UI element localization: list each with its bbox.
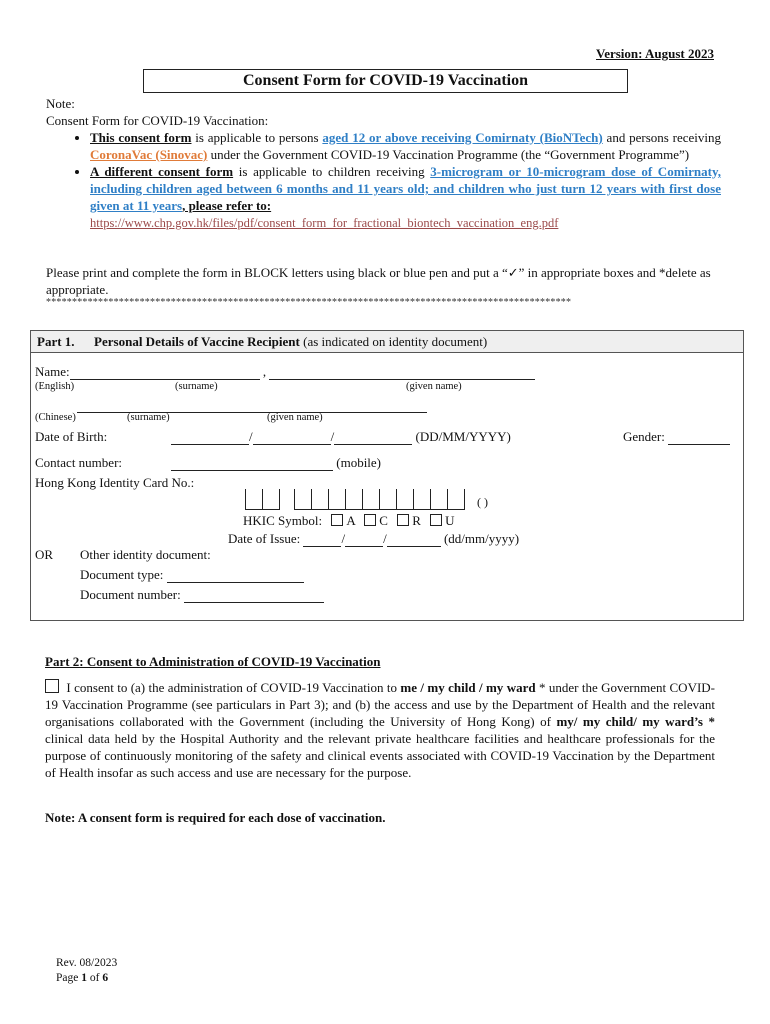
hkid-label: Hong Kong Identity Card No.: [35, 475, 195, 490]
chinese-label: (Chinese) [35, 412, 76, 423]
doc-type-field[interactable] [167, 569, 304, 583]
dob-format: (DD/MM/YYYY) [415, 429, 511, 444]
note-b1-coronavac: CoronaVac (Sinovac) [90, 147, 208, 162]
doc-type-label: Document type: [80, 567, 164, 582]
name-row: Name: , [35, 364, 535, 380]
instructions: Please print and complete the form in BLOCK letters using black or blue pen and put a “✓” in appropriate boxes and *delete as appropriate. [46, 265, 711, 297]
consent-data-owner: my/ my child/ my ward’s * [556, 714, 715, 729]
hkid-check-digit[interactable]: ( ) [477, 495, 488, 509]
page-current: 1 [81, 972, 87, 984]
gender-row [623, 429, 730, 445]
doc-number-row [80, 587, 324, 603]
hkid-cell[interactable] [396, 489, 413, 510]
note-b1-text1: is applicable to persons [191, 130, 323, 145]
hkid-cell[interactable] [345, 489, 362, 510]
dob-row: / / (DD/MM/YYYY) [171, 429, 511, 445]
note-b2-dose: 3-microgram or 10-microgram dose of Comirnaty, including children aged between 6 months and 11 years old; and children who just turn 12 years with first dose given at 11 years [90, 164, 722, 213]
part1-subtitle: (as indicated on identity document) [299, 334, 488, 349]
note-b2-text1: is applicable to children receiving [233, 164, 431, 179]
issue-year-field[interactable] [387, 533, 441, 547]
chinese-given-name-label: (given name) [267, 412, 323, 423]
hkid-boxes[interactable] [245, 489, 488, 510]
gender-label: Gender: [623, 429, 665, 444]
or-label: OR [35, 547, 54, 562]
consent-text-3: clinical data held by the Hospital Authority and the relevant private healthcare facilities and healthcare professionals for the purpose of continuously monitoring of the safety and clinical events associated with COVID-19 Vaccination by the Department of Health insofar as such access and use are necessary for the purpose. [45, 731, 715, 780]
hkid-cell[interactable] [245, 489, 262, 510]
symbol-c-checkbox[interactable] [364, 514, 376, 526]
revision-label: Rev. 08/2023 [56, 957, 118, 969]
hkid-cell[interactable] [379, 489, 396, 510]
part1-title: Personal Details of Vaccine Recipient [94, 334, 300, 349]
part1-label: Part 1. [37, 334, 75, 349]
hkid-cell[interactable] [262, 489, 280, 510]
dob-year-field[interactable] [334, 431, 412, 445]
note-section [46, 95, 721, 232]
issue-date-label: Date of Issue: [228, 531, 301, 546]
dose-note: Note: A consent form is required for each dose of vaccination. [45, 810, 386, 825]
note-bullet-1 [90, 129, 721, 163]
dob-day-field[interactable] [171, 431, 249, 445]
contact-number-field[interactable] [171, 457, 333, 471]
dob-month-field[interactable] [253, 431, 331, 445]
consent-text-2: * under the Government COVID-19 Vaccination Programme (see particulars in Part 3); and (b) the access and use by the Department of Health and the relevant organisations collaborated with the Government (including the University of Hong Kong) of [45, 680, 715, 729]
note-b1-bold: This consent form [90, 130, 192, 145]
chinese-surname-label: (surname) [127, 412, 170, 423]
chinese-name-row [77, 397, 427, 413]
symbol-a-checkbox[interactable] [331, 514, 343, 526]
symbol-u-checkbox[interactable] [430, 514, 442, 526]
page-of: of [86, 972, 103, 984]
hkid-cell[interactable] [328, 489, 345, 510]
form-title: Consent Form for COVID-19 Vaccination [143, 69, 628, 93]
symbol-u-label: U [445, 513, 455, 528]
mobile-label: (mobile) [336, 455, 382, 470]
note-b1-text3: under the Government COVID-19 Vaccination Programme (the “Government Programme”) [207, 147, 690, 162]
surname-label: (surname) [175, 381, 218, 392]
issue-date-format: (dd/mm/yyyy) [443, 531, 520, 546]
contact-label: Contact number: [35, 455, 123, 470]
gender-field[interactable] [668, 431, 730, 445]
note-intro: Consent Form for COVID-19 Vaccination: [46, 113, 269, 128]
hkid-cell[interactable] [311, 489, 328, 510]
footer [56, 956, 117, 986]
hkid-cell[interactable] [413, 489, 430, 510]
note-b2-refer: , please refer to: [182, 198, 272, 213]
issue-day-field[interactable] [303, 533, 341, 547]
page-number [56, 971, 117, 986]
other-doc-label: Other identity document: [80, 547, 211, 562]
note-b2-bold: A different consent form [90, 164, 234, 179]
fractional-form-link[interactable]: https://www.chp.gov.hk/files/pdf/consent_form_for_fractional_biontech_vaccination_eng.pdf [90, 216, 559, 230]
part1-header [31, 331, 743, 353]
part1-box [30, 330, 744, 621]
hkid-cell[interactable] [447, 489, 465, 510]
surname-field[interactable] [70, 366, 260, 380]
note-label: Note: [46, 96, 75, 111]
note-b1-comirnaty: aged 12 or above receiving Comirnaty (BioNTech) [322, 130, 603, 145]
note-bullet-2 [90, 163, 721, 232]
note-b1-text2: and persons receiving [602, 130, 721, 145]
contact-row [171, 455, 381, 471]
hkic-symbol-label: HKIC Symbol: [243, 513, 323, 528]
issue-month-field[interactable] [345, 533, 383, 547]
doc-type-row [80, 567, 304, 583]
symbol-r-checkbox[interactable] [397, 514, 409, 526]
page-total: 6 [102, 972, 109, 984]
dob-label: Date of Birth: [35, 429, 108, 444]
hkid-cell[interactable] [362, 489, 379, 510]
english-label: (English) [35, 381, 75, 392]
doc-number-label: Document number: [80, 587, 181, 602]
version-label: Version: August 2023 [596, 46, 714, 61]
separator: ***************************************************************************************************** [46, 297, 572, 308]
consent-text-1: I consent to (a) the administration of COVID-19 Vaccination to [66, 680, 401, 695]
hkid-cell[interactable] [430, 489, 447, 510]
symbol-a-label: A [346, 513, 356, 528]
hkic-symbol-row [243, 513, 455, 529]
part2-title: Part 2: Consent to Administration of COVID-19 Vaccination [45, 654, 381, 669]
name-label: Name: [35, 364, 70, 379]
consent-paragraph [45, 679, 715, 781]
note-list [46, 129, 721, 232]
hkid-cell[interactable] [294, 489, 311, 510]
doc-number-field[interactable] [184, 589, 324, 603]
issue-date-row: Date of Issue: / / (dd/mm/yyyy) [228, 531, 520, 546]
symbol-c-label: C [379, 513, 388, 528]
chinese-name-field[interactable] [77, 399, 427, 413]
consent-recipient: me / my child / my ward [400, 680, 536, 695]
given-name-field[interactable] [269, 366, 535, 380]
given-name-label: (given name) [406, 381, 462, 392]
consent-checkbox[interactable] [45, 679, 59, 693]
symbol-r-label: R [412, 513, 421, 528]
page-prefix: Page [56, 972, 82, 984]
